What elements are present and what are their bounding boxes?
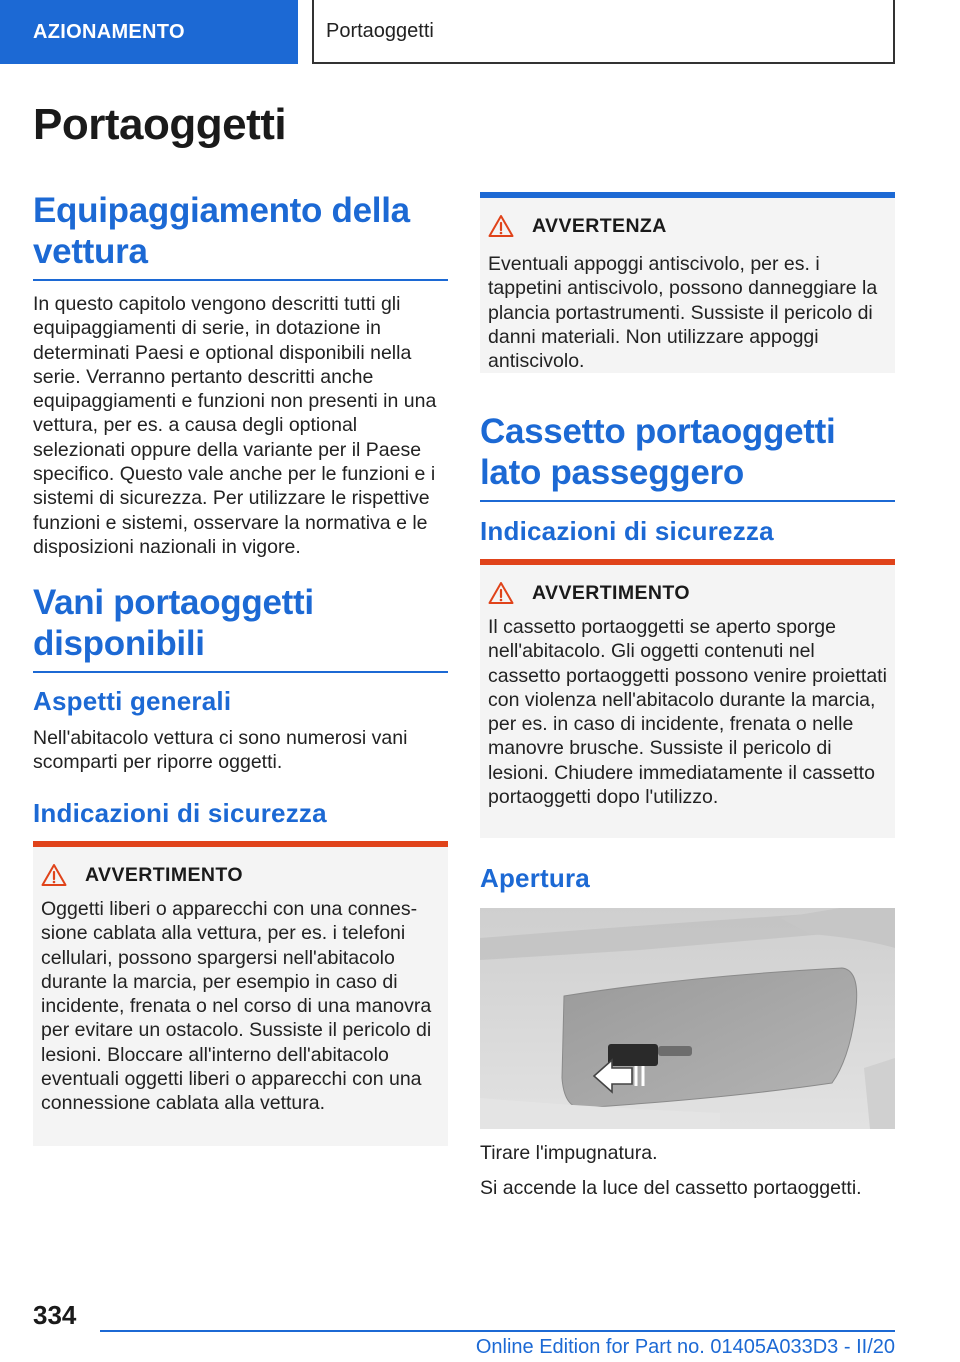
caution-bar bbox=[480, 192, 895, 198]
warning-title: AVVERTIMENTO bbox=[85, 863, 243, 886]
equipment-heading: Equipaggiamento della vettura bbox=[33, 190, 448, 281]
safety-heading-right: Indicazioni di sicurezza bbox=[480, 516, 774, 546]
warning-box-right bbox=[480, 559, 895, 838]
caution-text: Eventuali appoggi antiscivolo, per es. i tappetini antiscivolo, possono danneggiare la plancia portastrumenti. Sussiste il pericolo di danni materiali. Non utilizzare appoggi antiscivolo. bbox=[488, 253, 878, 373]
warning-box-left bbox=[33, 841, 448, 1146]
warning-triangle-icon bbox=[488, 581, 514, 605]
warning-triangle-icon bbox=[41, 863, 67, 887]
warning-header bbox=[488, 581, 690, 605]
general-text: Nell'abitacolo vettura ci sono numerosi vani scomparti per riporre oggetti. bbox=[33, 727, 408, 774]
header-chapter-label: Portaoggetti bbox=[326, 19, 434, 42]
header-chapter-tab bbox=[312, 0, 895, 64]
step-pull-handle: Tirare l'impugnatura. bbox=[480, 1142, 658, 1164]
header-section-label: AZIONAMENTO bbox=[33, 20, 185, 43]
page-title: Portaoggetti bbox=[33, 100, 287, 149]
glovebox-photo bbox=[480, 908, 895, 1129]
warning-header bbox=[41, 863, 243, 887]
glovebox-heading: Cassetto portaoggetti lato passeggero bbox=[480, 411, 895, 502]
warning-triangle-icon bbox=[488, 214, 514, 238]
storage-compartments-heading: Vani portaoggetti disponibili bbox=[33, 582, 448, 673]
safety-heading-left: Indicazioni di sicurezza bbox=[33, 798, 327, 828]
header-section-tab bbox=[0, 0, 298, 64]
footer-divider bbox=[100, 1330, 895, 1332]
warning-bar bbox=[480, 559, 895, 565]
page-number: 334 bbox=[33, 1300, 77, 1330]
caution-header bbox=[488, 214, 667, 238]
footer-edition: Online Edition for Part no. 01405A033D3 - II/20 bbox=[475, 1336, 895, 1358]
caution-box bbox=[480, 192, 895, 373]
step-light-on: Si accende la luce del cassetto portaoggetti. bbox=[480, 1177, 862, 1199]
opening-heading: Apertura bbox=[480, 863, 590, 893]
warning-bar bbox=[33, 841, 448, 847]
equipment-text: In questo capitolo vengono descritti tutti gli equipaggiamenti di serie, in dotazione in determinati Paesi e optional disponibili nella serie. Verranno pertanto descritti anche equipaggiamenti e funzioni non presenti in una vettura, per es. a causa degli optional selezionati oppure della variante per il Paese specifico. Questo vale anche per le funzioni e i sistemi di sicurezza. Per utilizzare le rispettive funzioni e sistemi, osservare la normativa e le disposizioni nazionali in vigore. bbox=[33, 293, 437, 558]
warning-text: Oggetti liberi o apparecchi con una connessione cablata alla vettura, per es. i telefoni cellulari, possono spargersi nell'abitacolo durante la marcia, per esempio in caso di incidente, frenata o nel corso di una manovra per evitare un ostacolo. Sussiste il pericolo di lesioni. Bloccare all'interno dell'abitacolo eventuali oggetti liberi o apparecchi con una connessione cablata alla vettura. bbox=[41, 898, 432, 1115]
general-heading: Aspetti generali bbox=[33, 686, 232, 716]
caution-title: AVVERTENZA bbox=[532, 214, 667, 237]
warning-title: AVVERTIMENTO bbox=[532, 581, 690, 604]
warning-text: Il cassetto portaoggetti se aperto sporge nell'abitacolo. Gli oggetti contenuti nel cassetto portaoggetti possono venire proiettati con violenza nell'abitacolo durante la marcia, per es. in caso di incidente, frenata o nelle manovre brusche. Sussiste il pericolo di lesioni. Chiudere immediatamente il cassetto portaoggetti dopo l'utilizzo. bbox=[488, 616, 887, 809]
